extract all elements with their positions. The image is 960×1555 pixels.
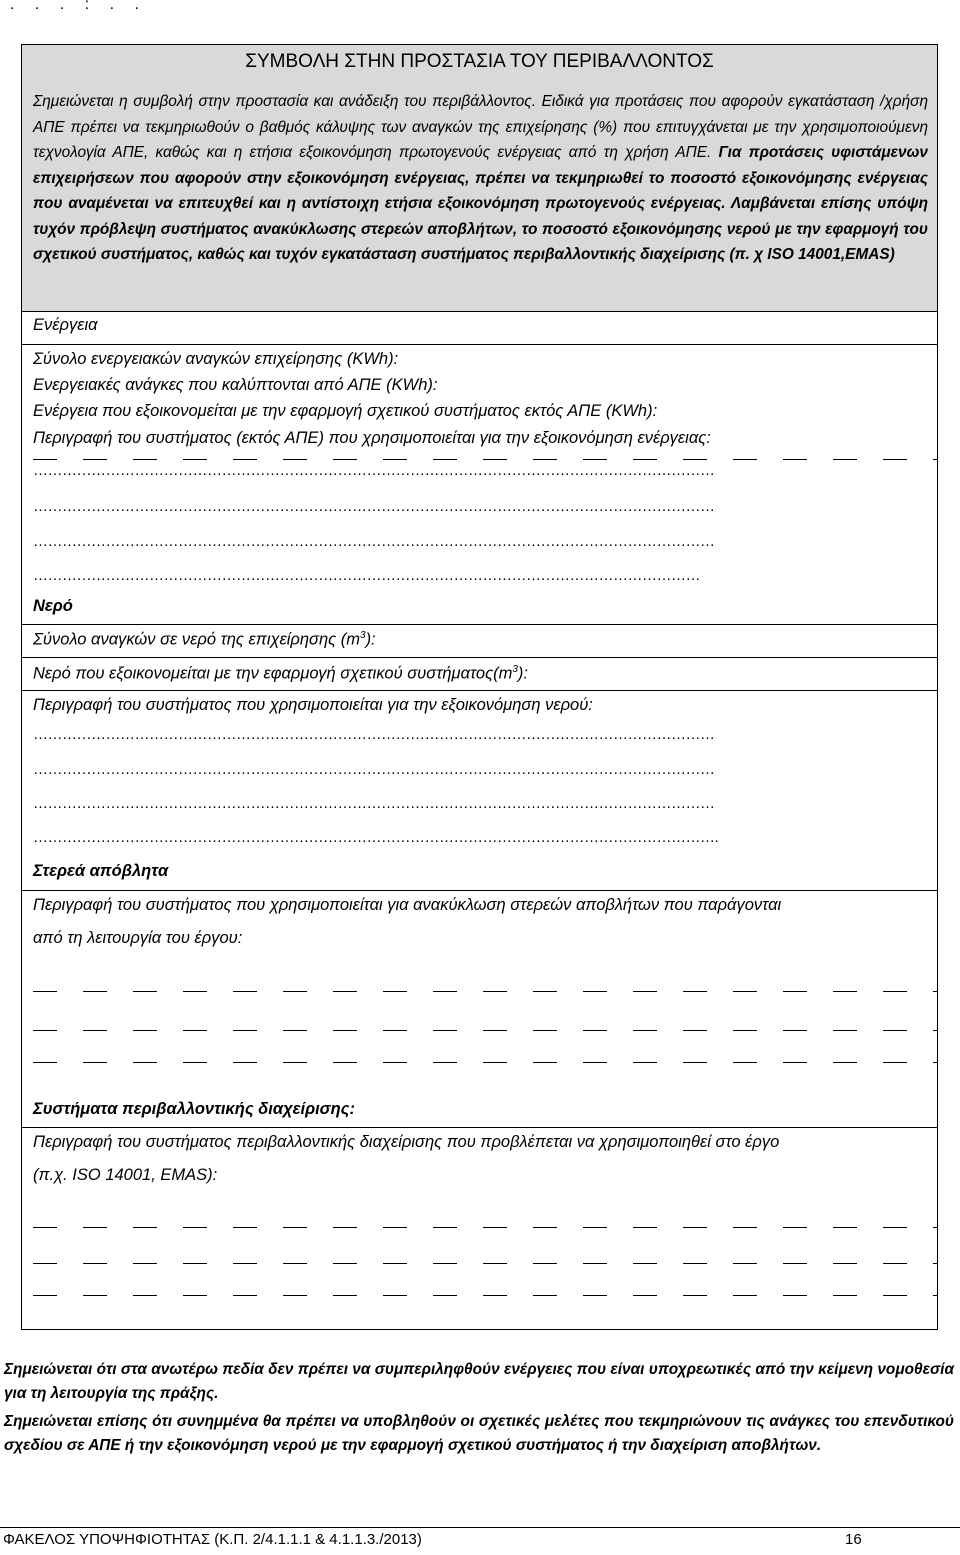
footer-rule xyxy=(0,1527,960,1528)
energy-description-label: Περιγραφή του συστήματος (εκτός ΑΠΕ) που χρησιμοποιείται για την εξοικονόμηση ενέργειας: xyxy=(33,429,711,447)
ems-dash-line-1[interactable] xyxy=(33,1227,937,1228)
note-2: Σημειώνεται επίσης ότι συνημμένα θα πρέπει να υποβληθούν οι σχετικές μελέτες που τεκμηριώνουν τις ανάγκες του επενδυτικού σχεδίου σε ΑΠΕ ή την εξοικονόμηση νερού με την εφαρμογή σχετικού συστήματος ή την διαχείριση αποβλήτων. xyxy=(4,1413,954,1454)
water-total-end: ): xyxy=(365,630,376,649)
energy-dash-line[interactable] xyxy=(33,459,937,460)
energy-heading: Ενέργεια xyxy=(33,316,98,334)
energy-covered-row[interactable] xyxy=(22,372,937,399)
ems-description-row[interactable] xyxy=(22,1128,937,1196)
water-total-row[interactable] xyxy=(22,625,937,658)
footer-text: ΦΑΚΕΛΟΣ ΥΠΟΨΗΦΙΟΤΗΤΑΣ (Κ.Π. 2/4.1.1.1 & 4.1.1.3./2013) xyxy=(3,1531,422,1548)
waste-description-line2: από τη λειτουργία του έργου: xyxy=(33,929,243,947)
intro-text-part1: Σημειώνεται η συμβολή στην προστασία και ανάδειξη του περιβάλλοντος. Ειδικά για προτάσεις που αφορούν εγκατάσταση /χρήση ΑΠΕ πρέπει να τεκμηριωθούν ο βαθμός κάλυψης των αναγκών της επιχείρησης (%) που επιτυγχάνεται με την χρησιμοποιούμενη τεχνολογία ΑΠΕ, καθώς και η ετήσια εξοικονόμηση πρωτογενούς ενέργειας από τη χρήση ΑΠΕ. xyxy=(33,93,928,161)
ems-description-line2: (π.χ. ISO 14001, EMAS): xyxy=(33,1166,218,1184)
ems-dash-line-3[interactable] xyxy=(33,1295,937,1296)
intro-text-part2: Για προτάσεις υφιστάμενων επιχειρήσεων που αφορούν στην εξοικονόμηση ενέργειας, πρέπει να τεκμηριωθεί το ποσοστό εξοικονόμησης ενέργειας που αναμένεται να επιτευχθεί και η αντίστοιχη ετήσια εξοικονόμηση πρωτογενούς ενέργειας. Λαμβάνεται επίσης υπόψη τυχόν πρόβλεψη συστήματος ανακύκλωσης στερεών αποβλήτων, το ποσοστό εξοικονόμησης νερού με την εφαρμογή του σχετικού συστήματος, καθώς και τυχόν εγκατάσταση συστήματος περιβαλλοντικής διαχείρισης (π. χ ISO 14001,EMAS) xyxy=(33,144,928,263)
energy-saved-label: Ενέργεια που εξοικονομείται με την εφαρμογή σχετικού συστήματος εκτός ΑΠΕ (KWh): xyxy=(33,402,658,420)
water-saved-row[interactable] xyxy=(22,658,937,691)
water-saved-label xyxy=(33,664,528,684)
water-dots-2[interactable]: …………………………………………………………………………………………………………………………… xyxy=(33,761,715,778)
ems-heading-row xyxy=(22,1094,937,1128)
energy-heading-row xyxy=(22,311,937,345)
ems-description-line1: Περιγραφή του συστήματος περιβαλλοντικής διαχείρισης που προβλέπεται να χρησιμοποιηθεί στο έργο xyxy=(33,1133,780,1151)
waste-dash-line-2[interactable] xyxy=(33,1030,937,1031)
intro-text xyxy=(33,89,928,268)
section-title: ΣΥΜΒΟΛΗ ΣΤΗΝ ΠΡΟΣΤΑΣΙΑ ΤΟΥ ΠΕΡΙΒΑΛΛΟΝΤΟΣ xyxy=(245,51,714,72)
energy-description-row[interactable] xyxy=(22,425,937,455)
ems-heading: Συστήματα περιβαλλοντικής διαχείρισης: xyxy=(33,1100,355,1118)
water-total-text: Σύνολο αναγκών σε νερό της επιχείρησης (m xyxy=(33,630,360,649)
water-description-row[interactable] xyxy=(22,691,937,723)
intro-box xyxy=(22,45,937,312)
energy-dots-1[interactable]: …………………………………………………………………………………………………………………………… xyxy=(33,462,715,479)
page-number: 16 xyxy=(845,1531,862,1548)
water-total-sup: 3 xyxy=(360,630,366,641)
waste-dash-line-1[interactable] xyxy=(33,991,937,992)
water-saved-sup: 3 xyxy=(512,664,518,675)
water-dots-4[interactable]: ……………………………………………………………………………………………………………………………. xyxy=(33,829,719,846)
waste-heading-row xyxy=(22,857,937,891)
waste-heading: Στερεά απόβλητα xyxy=(33,862,169,880)
water-dots-1[interactable]: …………………………………………………………………………………………………………………………… xyxy=(33,726,715,743)
energy-dots-2[interactable]: …………………………………………………………………………………………………………………………… xyxy=(33,498,715,515)
environment-form xyxy=(21,44,938,1330)
water-heading-row xyxy=(22,589,937,625)
waste-dash-line-3[interactable] xyxy=(33,1062,937,1063)
energy-dots-4[interactable]: ………………………………………………………………………………………………………………………… xyxy=(33,567,700,584)
ems-dash-line-2[interactable] xyxy=(33,1263,937,1264)
water-total-label xyxy=(33,630,376,650)
water-description-label: Περιγραφή του συστήματος που χρησιμοποιείται για την εξοικονόμηση νερού: xyxy=(33,696,593,714)
water-saved-text: Νερό που εξοικονομείται με την εφαρμογή σχετικού συστήματος(m xyxy=(33,664,513,683)
water-heading: Νερό xyxy=(33,597,73,615)
note-1: Σημειώνεται ότι στα ανωτέρω πεδία δεν πρέπει να συμπεριληφθούν ενέργειες που είναι υποχρεωτικές από την κείμενη νομοθεσία για τη λειτουργία της πράξης. xyxy=(4,1361,954,1402)
waste-description-line1: Περιγραφή του συστήματος που χρησιμοποιείται για ανακύκλωση στερεών αποβλήτων που παράγονται xyxy=(33,896,782,914)
water-saved-end: ): xyxy=(517,664,529,683)
energy-dots-3[interactable]: …………………………………………………………………………………………………………………………… xyxy=(33,533,715,550)
energy-total-label: Σύνολο ενεργειακών αναγκών επιχείρησης (KWh): xyxy=(33,350,399,368)
energy-covered-label: Ενεργειακές ανάγκες που καλύπτονται από ΑΠΕ (KWh): xyxy=(33,376,438,394)
top-marks: . . . : . . xyxy=(10,0,147,13)
water-dots-3[interactable]: …………………………………………………………………………………………………………………………… xyxy=(33,795,715,812)
energy-saved-row[interactable] xyxy=(22,398,937,425)
waste-description-row[interactable] xyxy=(22,891,937,959)
